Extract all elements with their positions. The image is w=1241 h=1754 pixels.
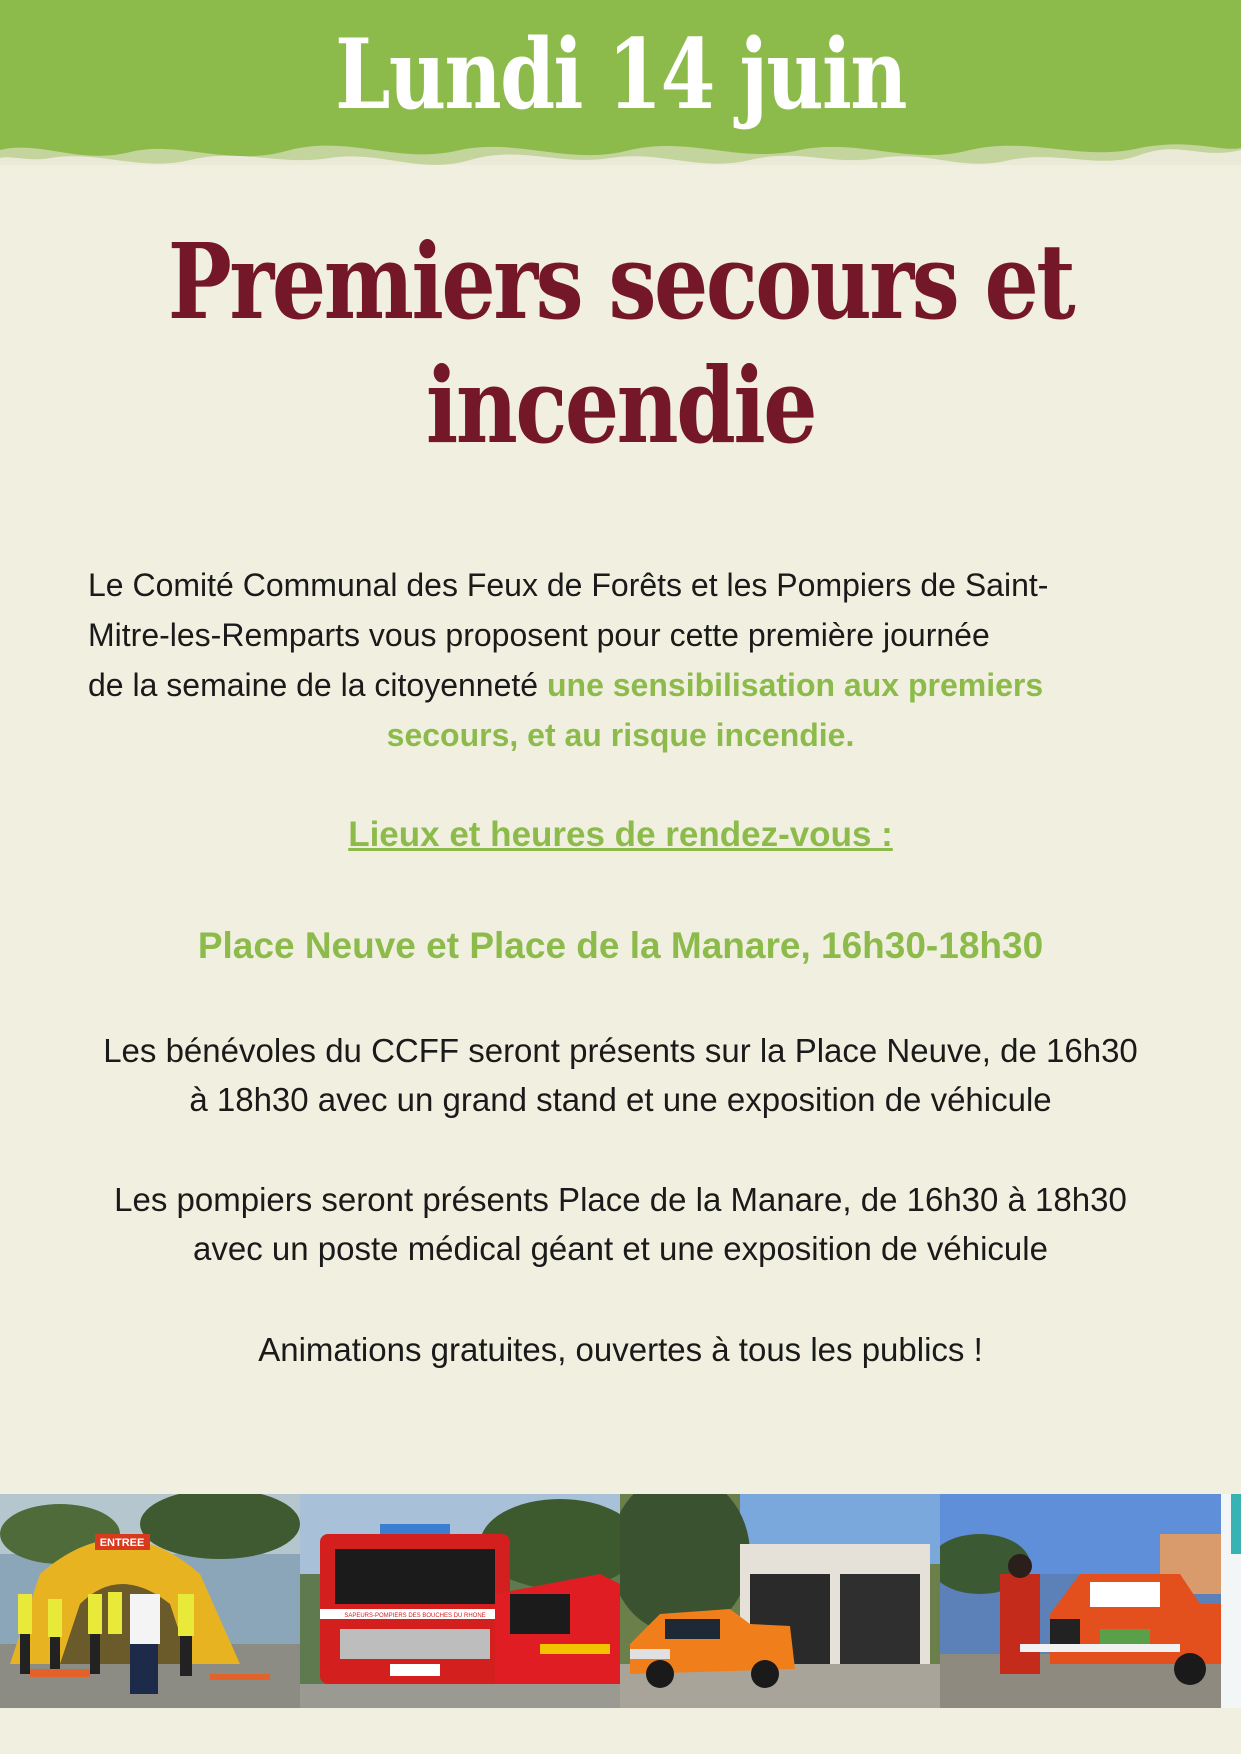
page-title-line-1: Premiers secours et bbox=[167, 220, 1074, 343]
photo-first-aid-tent bbox=[0, 1494, 300, 1708]
photo-ccff-pickup bbox=[620, 1494, 940, 1708]
place-and-hours: Place Neuve et Place de la Manare, 16h30-18h30 bbox=[197, 925, 1044, 966]
intro-highlight-1: une sensibilisation aux premiers bbox=[546, 667, 1044, 703]
intro-paragraph bbox=[88, 560, 1153, 760]
ccff-line-2: à 18h30 avec un grand stand et une exposition de véhicule bbox=[189, 1081, 1052, 1118]
ccff-paragraph bbox=[60, 1026, 1181, 1124]
page-title-line-2: incendie bbox=[425, 344, 816, 467]
pompiers-line-2: avec un poste médical géant et une exposition de véhicule bbox=[193, 1230, 1048, 1267]
intro-line-3 bbox=[88, 667, 1043, 703]
date-banner bbox=[0, 0, 1241, 190]
photo-cropped-edge bbox=[1221, 1494, 1241, 1708]
truck-side-text: SAPEURS-POMPIERS DES BOUCHES DU RHONE bbox=[344, 1613, 486, 1619]
pompiers-line-1: Les pompiers seront présents Place de la Manare, de 16h30 à 18h30 bbox=[114, 1181, 1127, 1218]
photo-volunteer-stand bbox=[940, 1494, 1221, 1708]
pompiers-paragraph bbox=[60, 1175, 1181, 1273]
intro-line-2: Mitre-les-Remparts vous proposent pour cette première journée bbox=[88, 617, 990, 653]
photo-strip bbox=[0, 1494, 1241, 1708]
intro-line-1: Le Comité Communal des Feux de Forêts et les Pompiers de Saint- bbox=[88, 567, 1049, 603]
banner-date-text: Lundi 14 juin bbox=[335, 18, 906, 131]
ccff-line-1: Les bénévoles du CCFF seront présents sur la Place Neuve, de 16h30 bbox=[103, 1032, 1138, 1069]
page-title bbox=[60, 220, 1181, 468]
intro-highlight-2: secours, et au risque incendie. bbox=[386, 717, 855, 753]
photo-fire-trucks bbox=[300, 1494, 620, 1708]
closing-line: Animations gratuites, ouvertes à tous les publics ! bbox=[258, 1331, 983, 1368]
intro-line-3-plain: de la semaine de la citoyenneté bbox=[88, 667, 547, 703]
tent-sign-text: ENTREE bbox=[99, 1537, 145, 1549]
section-heading: Lieux et heures de rendez-vous : bbox=[348, 815, 893, 854]
